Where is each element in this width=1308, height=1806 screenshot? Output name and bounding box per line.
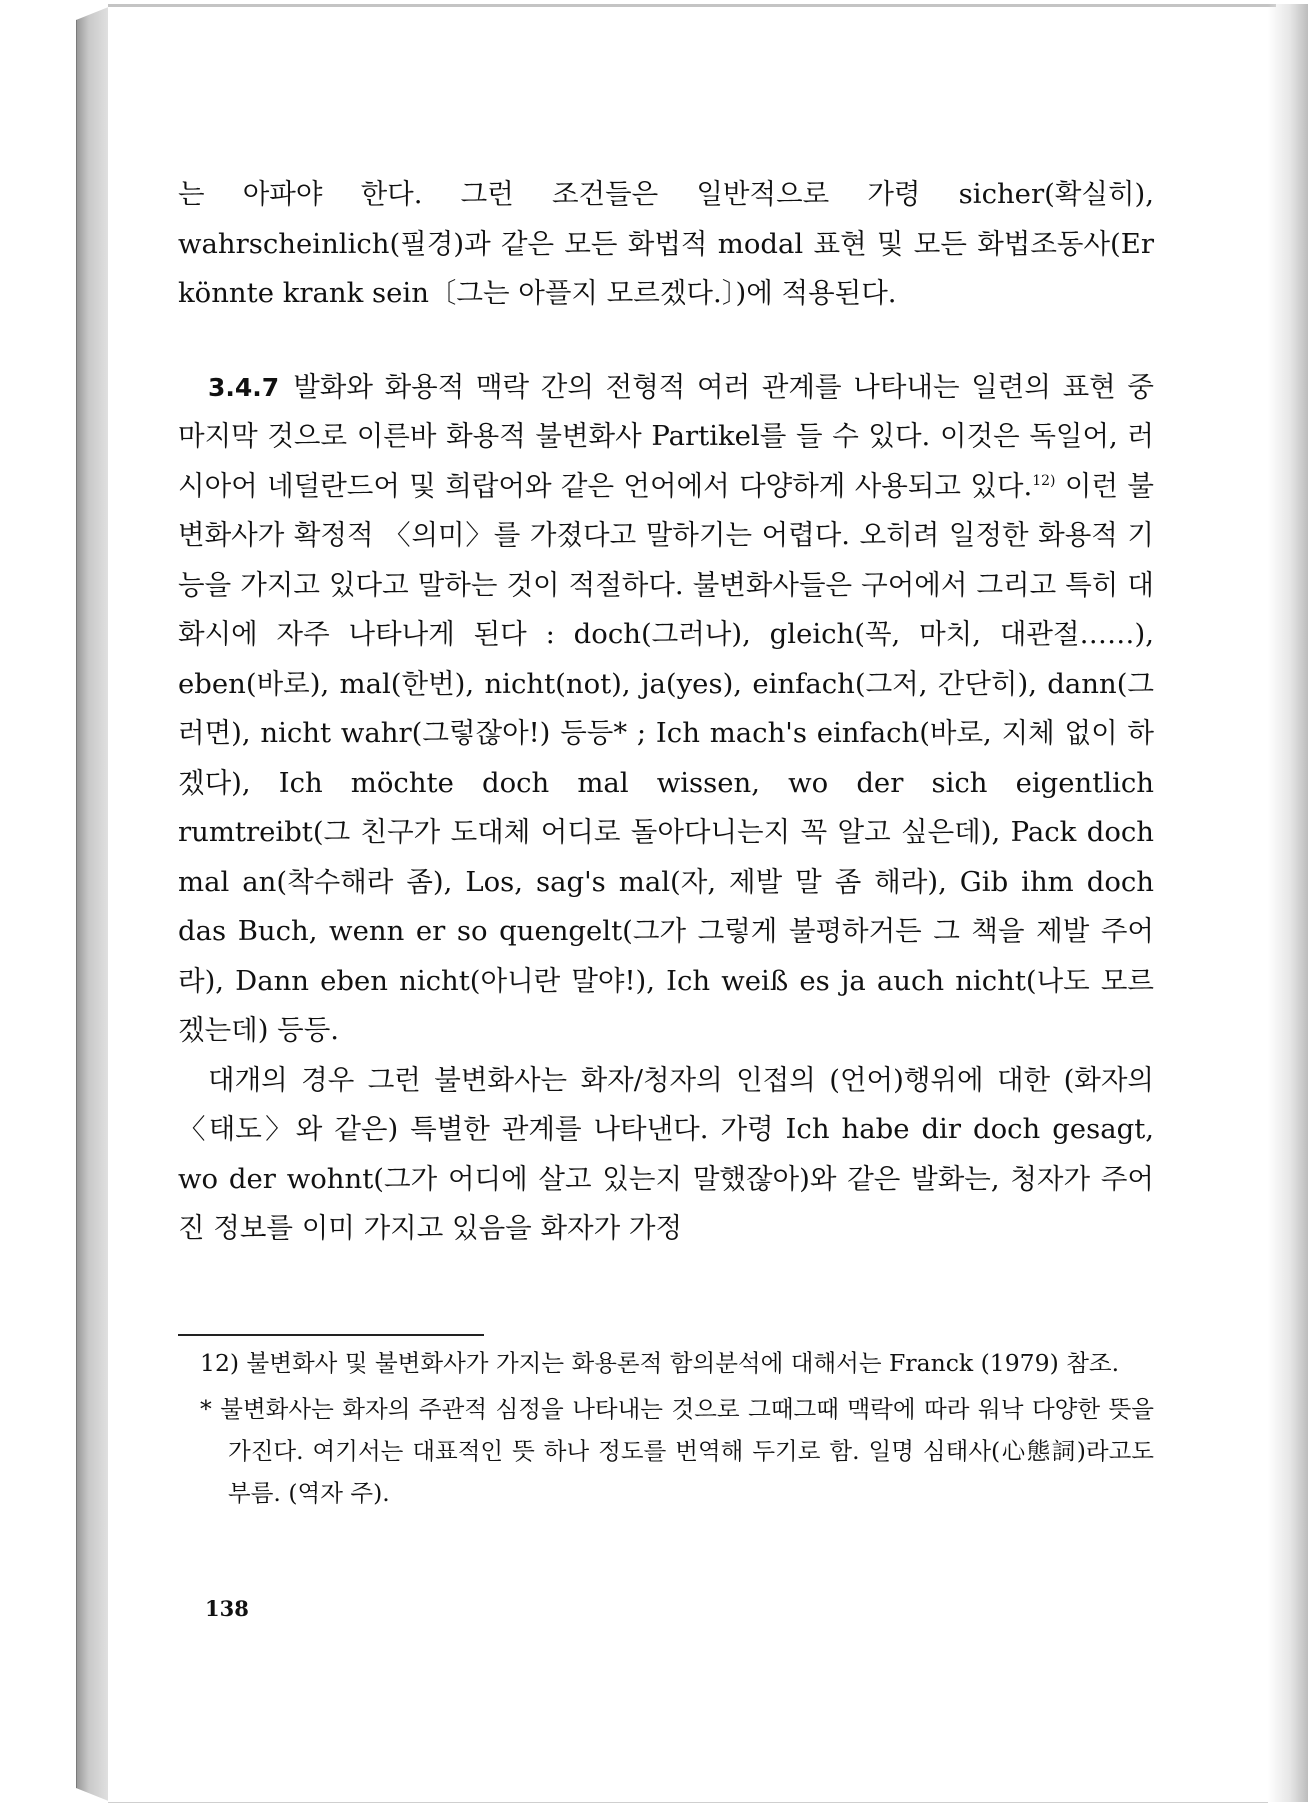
paragraph-gap: [178, 319, 1154, 363]
page-number: 138: [205, 1596, 249, 1621]
page-right-shadow: [1268, 4, 1308, 1802]
paragraph-section-3-4-7: [178, 363, 1154, 1056]
paragraph: 대개의 경우 그런 불변화사는 화자/청자의 인접의 (언어)행위에 대한 (화자의 〈태도〉와 같은) 특별한 관계를 나타낸다. 가령 Ich habe dir doch gesagt, wo der wohnt(그가 어디에 살고 있는지 말했잖아)와 같은 발화는, 청자가 주어진 정보를 이미 가지고 있음을 화자가 가정: [178, 1063, 1154, 1244]
footnote-12: 12) 불변화사 및 불변화사가 가지는 화용론적 함의분석에 대해서는 Franck (1979) 참조.: [200, 1349, 1120, 1377]
section-number: 3.4.7: [208, 372, 280, 402]
footnote-rule: [178, 1334, 484, 1336]
footnote-reference[interactable]: 12): [1032, 472, 1056, 489]
book-spine: [76, 6, 111, 1802]
body-text: [178, 170, 1154, 1254]
footnotes: [200, 1342, 1154, 1518]
paragraph-text-continued: 이런 불변화사가 확정적 〈의미〉를 가졌다고 말하기는 어렵다. 오히려 일정한 화용적 기능을 가지고 있다고 말하는 것이 적절하다. 불변화사들은 구어에서 그리고 특히 대화시에 자주 나타나게 된다 : doch(그러나), gleich(꼭, 마치, 대관절……), eben(바로), mal(한번), nicht(not), ja(yes), einfach(그저, 간단히), dann(그러면), nicht wahr(그렇잖아!) 등등* ; Ich mach's einfach(바로, 지체 없이 하겠다), Ich möchte doch mal wissen, wo der sich eigentlich rumtreibt(그 친구가 도대체 어디로 돌아다니는지 꼭 알고 싶은데), Pack doch mal an(착수해라 좀), Los, sag's mal(자, 제발 말 좀 해라), Gib ihm doch das Buch, wenn er so quengelt(그가 그렇게 불평하거든 그 책을 제발 주어라), Dann eben nicht(아니란 말야!), Ich weiß es ja auch nicht(나도 모르겠는데) 등등.: [178, 469, 1154, 1046]
paragraph-continued: 는 아파야 한다. 그런 조건들은 일반적으로 가령 sicher(확실히), wahrscheinlich(필경)과 같은 모든 화법적 modal 표현 및 모든 화법조동사(Er könnte krank sein〔그는 아플지 모르겠다.〕)에 적용된다.: [178, 178, 1154, 309]
paragraph-text: 발화와 화용적 맥락 간의 전형적 여러 관계를 나타내는 일련의 표현 중 마지막 것으로 이른바 화용적 불변화사 Partikel를 들 수 있다. 이것은 독일어, 러시아어 네덜란드어 및 희랍어와 같은 언어에서 다양하게 사용되고 있다.: [178, 370, 1154, 502]
footnote-asterisk: * 불변화사는 화자의 주관적 심정을 나타내는 것으로 그때그때 맥락에 따라 워낙 다양한 뜻을 가진다. 여기서는 대표적인 뜻 하나 정도를 번역해 두기로 함. 일명 심태사(心態詞)라고도 부름. (역자 주).: [200, 1395, 1154, 1507]
